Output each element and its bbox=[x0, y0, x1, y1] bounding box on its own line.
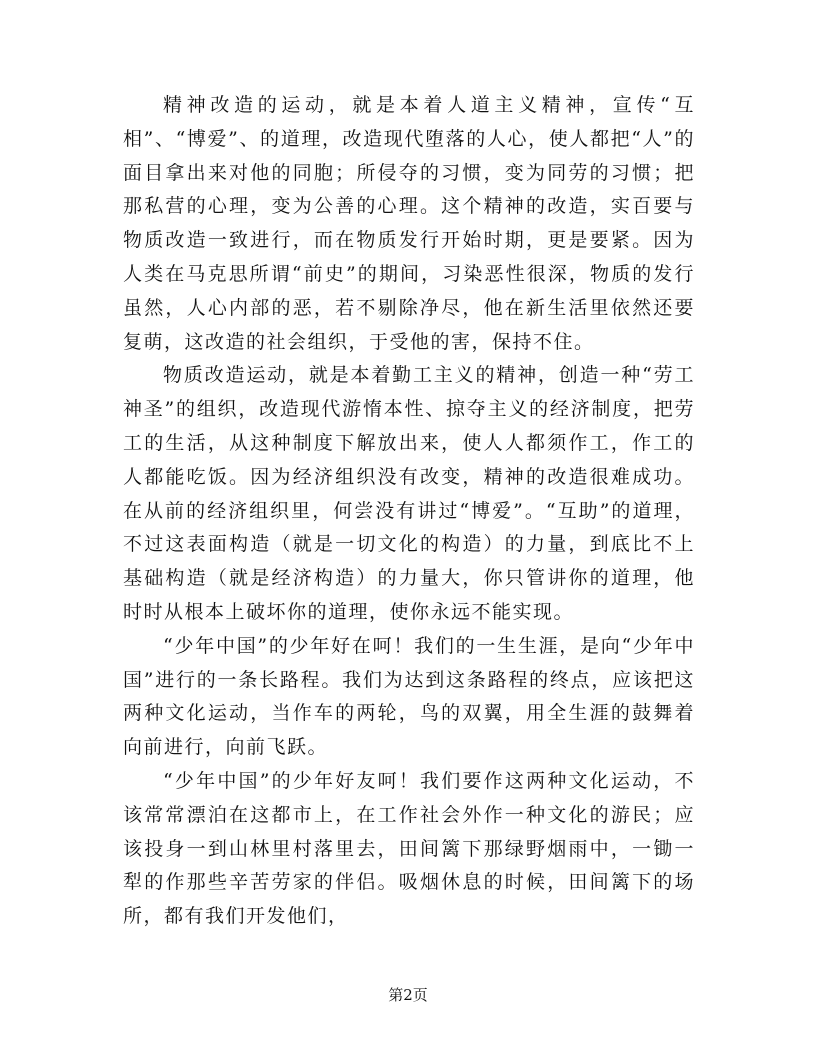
document-body bbox=[123, 89, 695, 934]
paragraph-material-reform: 物质改造运动，就是本着勤工主义的精神，创造一种“劳工神圣”的组织，改造现代游惰本性、掠夺主义的经济制度，把劳工的生活，从这种制度下解放出来，使人人都须作工，作工的人都能吃饭。因为经济组织没有改变，精神的改造很难成功。在从前的经济组织里，何尝没有讲过“博爱”。“互助”的道理，不过这表面构造（就是一切文化的构造）的力量，到底比不上基础构造（就是经济构造）的力量大，你只管讲你的道理，他时时从根本上破坏你的道理，使你永远不能实现。 bbox=[123, 364, 695, 623]
paragraph-spiritual-reform: 精神改造的运动，就是本着人道主义精神，宣传“互相”、“博爱”、的道理，改造现代堕落的人心，使人都把“人”的面目拿出来对他的同胞；所侵夺的习惯，变为同劳的习惯；把那私营的心理，变为公善的心理。这个精神的改造，实百要与物质改造一致进行，而在物质发行开始时期，更是要紧。因为人类在马克思所谓“前史”的期间，习染恶性很深，物质的发行虽然，人心内部的恶，若不剔除净尽，他在新生活里依然还要复萌，这改造的社会组织，于受他的害，保持不住。 bbox=[123, 94, 695, 353]
paragraph-young-china-friends: “少年中国”的少年好友呵！我们要作这两种文化运动，不该常常漂泊在这都市上，在工作社会外作一种文化的游民；应该投身一到山林里村落里去，田间篱下那绿野烟雨中，一锄一犁的作那些辛苦劳家的伴侣。吸烟休息的时候，田间篱下的场所，都有我们开发他们， bbox=[123, 769, 695, 928]
paragraph-young-china-journey: “少年中国”的少年好在呵！我们的一生生涯，是向“少年中国”进行的一条长路程。我们为达到这条路程的终点，应该把这两种文化运动，当作车的两轮，鸟的双翼，用全生涯的鼓舞着向前进行，向前飞跃。 bbox=[123, 634, 695, 759]
page-number: 第2页 bbox=[388, 986, 428, 1004]
